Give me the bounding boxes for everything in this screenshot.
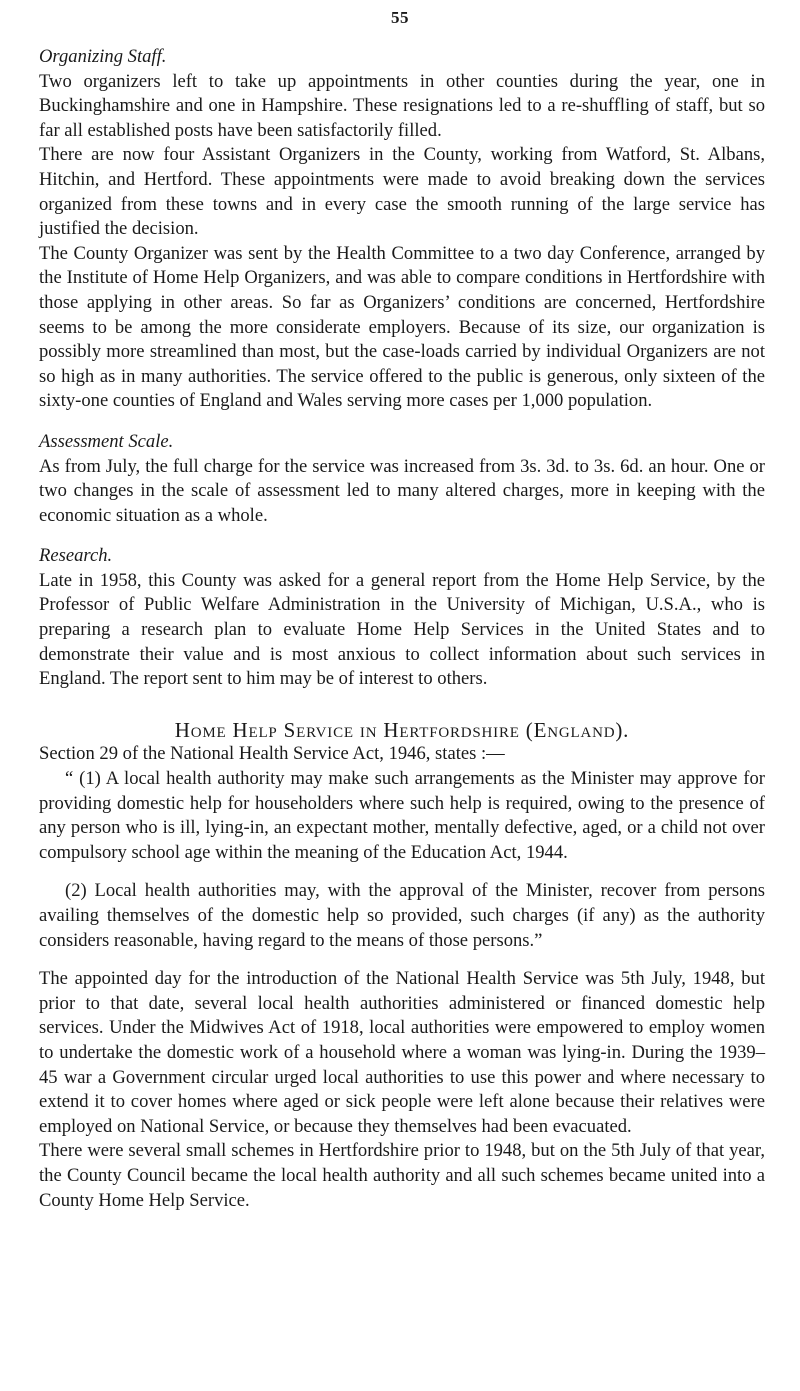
paragraph-county-home-help-service: There were several small schemes in Hertfordshire prior to 1948, but on the 5th July of that year, the County Council became the local health authority and all such schemes became united into a County Home Help Service. bbox=[39, 1140, 765, 1211]
section-title-home-help-service: Home Help Service in Hertfordshire (England). bbox=[174, 717, 630, 742]
paragraph-charge-increase: As from July, the full charge for the service was increased from 3s. 3d. to 3s. 6d. an hour. One or two changes in the scale of assessment led to many altered charges, more in keeping with the economic situation as a whole. bbox=[39, 455, 765, 526]
heading-research: Research. bbox=[39, 545, 113, 567]
paragraph-appointed-day: The appointed day for the introduction of the National Health Service was 5th July, 1948, but prior to that date, several local health authorities administered or financed domestic help services. Under the Midwives Act of 1918, local authorities were empowered to employ women to undertake the domestic work of a household where a woman was lying-in. During the 1939–45 war a Government circular urged local authorities to use this power and where necessary to extend it to cover homes where aged or sick people were left alone because their relatives were employed on National Service, or because they themselves had been evacuated. bbox=[39, 968, 765, 1137]
paragraph-county-organizer-conference: The County Organizer was sent by the Health Committee to a two day Conference, arranged by the Institute of Home Help Organizers, and was able to compare conditions in Hertfordshire with those applying in other areas. So far as Organizers’ conditions are concerned, Hertfordshire seems to be among the more considerate employers. Because of its size, our organization is possibly more streamlined than most, but the case-loads carried by individual Organizers are not so high as in many authorities. The service offered to the public is generous, only sixteen of the sixty-one counties of England and Wales serving more cases per 1,000 population. bbox=[39, 242, 765, 412]
quote-clause-1: “ (1) A local health authority may make such arrangements as the Minister may approve for providing domestic help for householders where such help is required, owing to the presence of any person who is ill, lying-in, an expectant mother, mentally defective, aged, or a child not over compulsory school age within the meaning of the Education Act, 1944. bbox=[39, 768, 765, 863]
page-number: 55 bbox=[391, 8, 409, 27]
paragraph-organizers-left: Two organizers left to take up appointments in other counties during the year, one in Buckinghamshire and one in Hampshire. These resignations led to a re-shuffling of staff, but so far all established posts have been satisfactorily filled. bbox=[39, 70, 765, 141]
heading-organizing-staff: Organizing Staff. bbox=[39, 46, 167, 67]
quote-clause-2: (2) Local health authorities may, with the approval of the Minister, recover from persons availing themselves of the domestic help so provided, such charges (if any) as the authority considers reasonable, having regard to the means of those persons.” bbox=[39, 880, 765, 951]
paragraph-assistant-organizers: There are now four Assistant Organizers in the County, working from Watford, St. Albans, Hitchin, and Hertford. These appointments were made to avoid breaking down the services organized from these towns and in every case the smooth running of the large service has justified the decision. bbox=[39, 144, 765, 240]
paragraph-michigan-report: Late in 1958, this County was asked for a general report from the Home Help Service, by the Professor of Public Welfare Administration in the University of Michigan, U.S.A., who is preparing a research plan to evaluate Home Help Services in the United States and to demonstrate their value and is most anxious to collect information about such services in England. The report sent to him may be of interest to others. bbox=[39, 569, 765, 690]
heading-assessment-scale: Assessment Scale. bbox=[39, 430, 174, 452]
paragraph-section-29-intro: Section 29 of the National Health Service Act, 1946, states :— bbox=[39, 743, 505, 765]
document-body bbox=[39, 45, 765, 1213]
